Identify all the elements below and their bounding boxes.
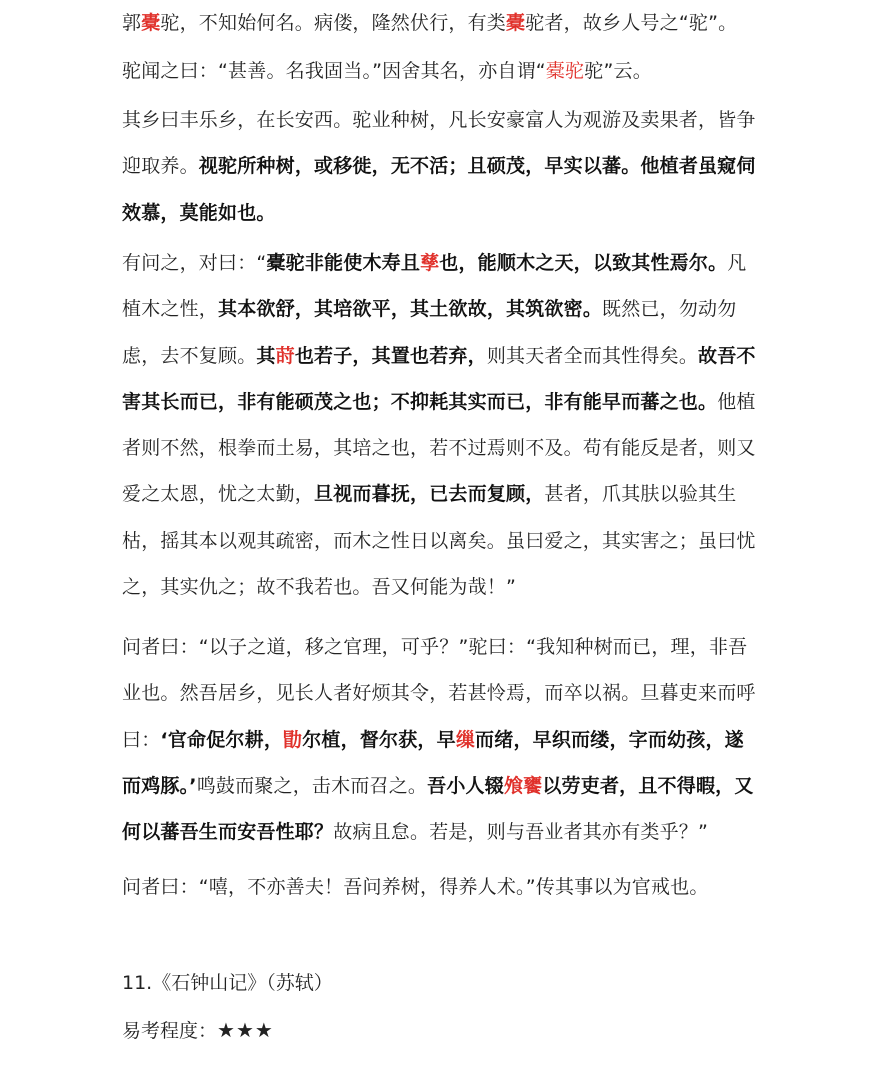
text-run: 以劳吏者，且不得暇，又何以蕃吾生而安吾性耶？ [122, 774, 754, 844]
text-run: 其乡曰丰乐乡，在长安西。驼业种树，凡长安豪富人为观游及卖果者，皆争迎取养。 [122, 109, 756, 178]
highlight-word: 孳 [420, 252, 440, 274]
paragraph-3 [122, 97, 762, 236]
text-run: 故病且怠。若是，则与吾业者其亦有类乎？” [333, 821, 709, 844]
bold-run [256, 345, 486, 367]
bold-run [266, 252, 727, 274]
text-run: 也，能顺木之天，以致其性焉尔。 [439, 252, 728, 274]
highlight-word: 橐驼 [545, 60, 585, 82]
bold-run: 其本欲舒，其培欲平，其土欲故，其筑欲密。 [218, 298, 603, 321]
highlight-word: 莳 [275, 344, 295, 367]
highlight-word: 勖 [283, 728, 303, 751]
paragraph-2 [122, 48, 762, 94]
text-run: 驼非能使木寿且 [285, 252, 421, 274]
text-run: 而绪，早织而缕，字而幼孩，遂而鸡豚。’ [122, 728, 744, 797]
text-run: 吾小人辍 [427, 774, 504, 797]
text-run: 也若子，其置也若弃， [294, 344, 487, 367]
text-run: 问者曰：“以子之道，移之官理，可乎？”驼曰：“我知种树而已，理，非吾业也。然吾居乡，见长人者好烦其令，若甚怜焉，而卒以祸。旦暮吏来而呼曰： [122, 636, 756, 751]
text-run: 则其天者全而其性得矣。 [486, 344, 699, 367]
paragraph-4 [122, 240, 762, 610]
text-run: 有问之，对曰：“ [122, 252, 267, 274]
text-run: 驼”云。 [584, 60, 652, 82]
difficulty-rating [122, 1007, 274, 1054]
star-icons: ★★★ [217, 1018, 274, 1042]
text-run: 凡植木之性， [122, 252, 747, 321]
text-run: 他植者则不然，根拳而土易，其培之也，若不过焉则不及。苟有能反是者，则又爱之太恩，忧之太勤， [122, 390, 756, 506]
highlight-word: 橐 [506, 12, 526, 34]
text-run: 鸣鼓而聚之，击木而召之。 [196, 774, 428, 797]
paragraph-1 [122, 0, 762, 46]
text-run: 驼闻之曰：“甚善。名我固当。”因舍其名，亦自谓“ [122, 60, 546, 82]
paragraph-6: 问者曰：“嘻，不亦善夫！吾问养树，得养人术。”传其事以为官戒也。 [122, 876, 709, 898]
text-run: 尔植，督尔获，早 [302, 728, 456, 751]
bold-run: 故吾不害其长而已，非有能硕茂之也；不抑耗其实而已，非有能早而蕃之也。 [122, 344, 756, 413]
text-run: 其 [256, 344, 276, 367]
text-run: 郭 [122, 12, 142, 34]
highlight-word: 橐 [141, 12, 161, 34]
rating-label: 易考程度： [122, 1020, 218, 1042]
section-heading: 11.《石钟山记》（苏轼） [122, 972, 333, 994]
text-run: 驼者，故乡人号之“驼”。 [525, 12, 738, 34]
text-run: ‘官命促尔耕， [160, 728, 284, 751]
bold-run: 旦视而暮抚，已去而复顾， [314, 483, 545, 506]
bold-run: 视驼所种树，或移徙，无不活；且硕茂，早实以蕃。他植者虽窥伺效慕，莫能如也。 [122, 155, 756, 224]
text-run: 驼，不知始何名。病偻，隆然伏行，有类 [160, 12, 507, 34]
text-run: 橐 [266, 252, 286, 274]
paragraph-5 [122, 624, 762, 855]
highlight-word: 飧饔 [503, 774, 543, 797]
text-run: 甚者，爪其肤以验其生枯，摇其本以观其疏密，而木之性日以离矣。虽曰爱之，其实害之；虽曰忧之，其实仇之；故不我若也。吾又何能为哉！” [122, 483, 756, 599]
highlight-word: 缫 [455, 728, 476, 751]
text-run: 既然已，勿动勿虑，去不复顾。 [122, 298, 737, 367]
